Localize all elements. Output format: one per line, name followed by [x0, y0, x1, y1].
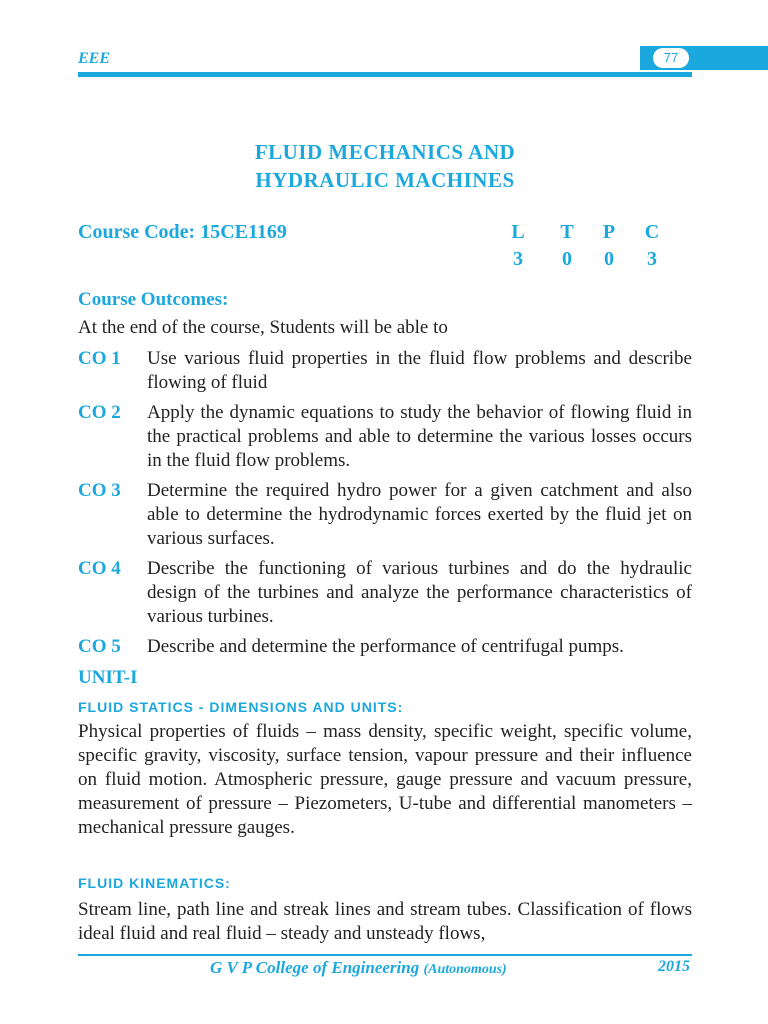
ltpc-value-c: 3	[647, 248, 657, 270]
autonomous-label: (Autonomous)	[423, 962, 507, 977]
ltpc-head-t: T	[560, 221, 574, 243]
ltpc-head-c: C	[644, 221, 660, 243]
co-2-label: CO 2	[78, 402, 121, 423]
fluid-statics-text: Physical properties of fluids – mass density, specific weight, specific volume, specific gravity, viscosity, surface tension, vapour pressure and their influence on fluid motion. Atmospheric pressure, gauge pressure and vacuum pressure, measurement of pressure – Piezometers, U-tube and differential manometers – mechanical pressure gauges.	[78, 721, 692, 838]
department-label: EEE	[78, 50, 111, 67]
co-1-label: CO 1	[78, 348, 121, 369]
course-title-line-2: HYDRAULIC MACHINES	[255, 168, 515, 192]
fluid-kinematics-heading: FLUID KINEMATICS:	[78, 875, 231, 891]
ltpc-value-t: 0	[562, 248, 572, 270]
fluid-kinematics-text: Stream line, path line and streak lines and stream tubes. Classification of flows ideal fluid and real fluid – steady and unsteady flows,	[78, 899, 692, 944]
co-5-label: CO 5	[78, 636, 121, 657]
co-3-text: Determine the required hydro power for a given catchment and also able to determine the hydrodynamic forces exerted by the fluid jet on various surfaces.	[147, 480, 692, 549]
co-5-text: Describe and determine the performance of centrifugal pumps.	[147, 636, 624, 657]
ltpc-head-l: L	[511, 221, 525, 243]
fluid-statics-heading: FLUID STATICS - DIMENSIONS AND UNITS:	[78, 699, 404, 715]
footer-rule	[78, 954, 692, 956]
course-code: Course Code: 15CE1169	[78, 221, 287, 243]
outcomes-heading: Course Outcomes:	[78, 289, 229, 310]
page-number: 77	[653, 48, 689, 68]
co-2-text: Apply the dynamic equations to study the behavior of flowing fluid in the practical problems and able to determine the various losses occurs in the fluid flow problems.	[147, 402, 692, 471]
co-4-text: Describe the functioning of various turbines and do the hydraulic design of the turbines and analyze the performance characteristics of various turbines.	[147, 558, 692, 627]
co-4-label: CO 4	[78, 558, 121, 579]
co-3-label: CO 3	[78, 480, 121, 501]
ltpc-value-l: 3	[513, 248, 523, 270]
unit-heading: UNIT-I	[78, 667, 138, 688]
footer-college	[210, 958, 507, 978]
footer-year: 2015	[658, 958, 690, 975]
college-name: G V P College of Engineering	[210, 958, 420, 977]
ltpc-value-p: 0	[604, 248, 614, 270]
ltpc-head-p: P	[602, 221, 616, 243]
co-1-text: Use various fluid properties in the fluid flow problems and describe flowing of fluid	[147, 348, 692, 393]
outcomes-intro: At the end of the course, Students will be able to	[78, 317, 448, 338]
course-title-line-1: FLUID MECHANICS AND	[254, 140, 516, 164]
header-rule	[78, 72, 692, 77]
